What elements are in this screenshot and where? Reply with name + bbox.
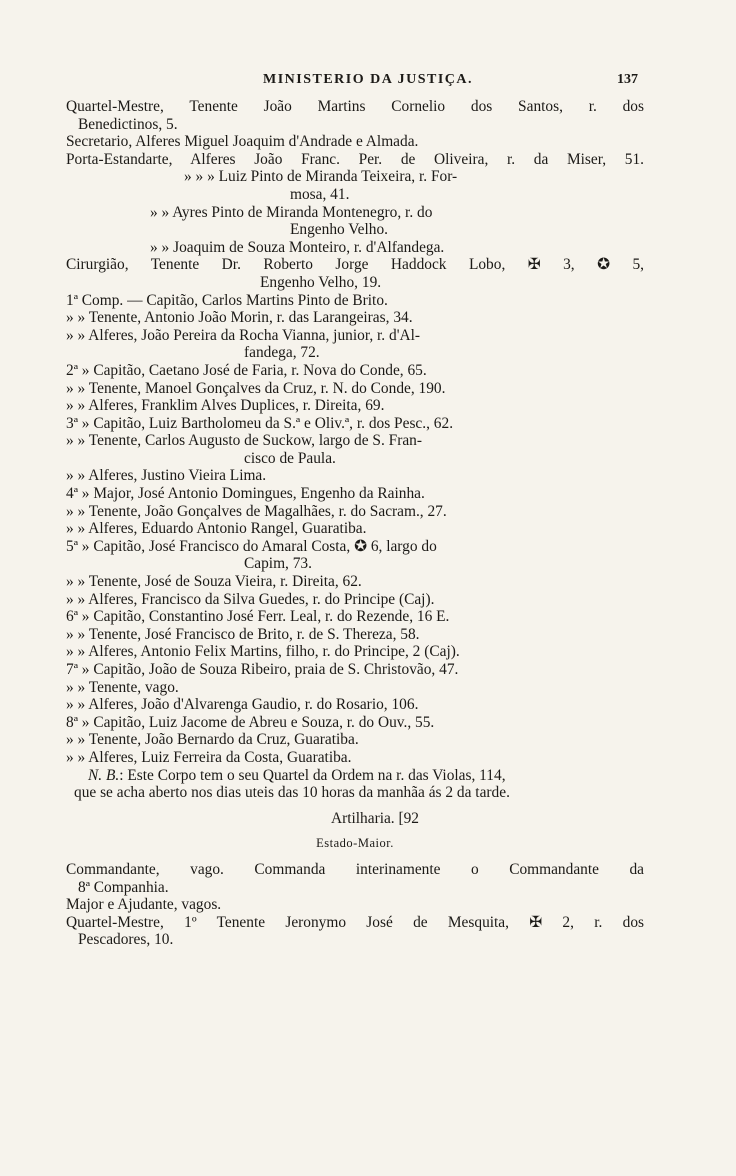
text-line: 5ª » Capitão, José Francisco do Amaral Costa, ✪ 6, largo do (66, 537, 437, 555)
note-text: : Este Corpo tem o seu Quartel da Ordem na r. das Violas, 114, (119, 766, 506, 784)
text-line: mosa, 41. (290, 185, 350, 203)
text-line: 6ª » Capitão, Constantino José Ferr. Leal, r. do Rezende, 16 E. (66, 608, 450, 626)
section-subtitle: Estado-Maior. (316, 836, 394, 851)
text-line: Capim, 73. (244, 555, 312, 573)
text-line: » » Alferes, Eduardo Antonio Rangel, Guaratiba. (66, 520, 367, 538)
text-line: fandega, 72. (244, 344, 320, 362)
text-line: Benedictinos, 5. (78, 115, 178, 133)
text-line: » » Tenente, José Francisco de Brito, r. de S. Thereza, 58. (66, 625, 420, 643)
text-line: » » Alferes, João d'Alvarenga Gaudio, r. do Rosario, 106. (66, 696, 419, 714)
text-line: 7ª » Capitão, João de Souza Ribeiro, praia de S. Christovão, 47. (66, 661, 459, 678)
text-line: » » Alferes, Justino Vieira Lima. (66, 467, 267, 485)
text-line: » » Alferes, João Pereira da Rocha Vianna, junior, r. d'Al- (66, 326, 420, 344)
text-line: Engenho Velho. (290, 221, 389, 239)
text-line: » » Joaquim de Souza Monteiro, r. d'Alfandega. (150, 238, 445, 256)
text-line: 8ª » Capitão, Luiz Jacome de Abreu e Souza, r. do Ouv., 55. (66, 713, 435, 731)
section-line: 8ª Companhia. (78, 878, 169, 896)
text-line: » » Tenente, vago. (66, 678, 179, 696)
text-line: Cirurgião, Tenente Dr. Roberto Jorge Haddock Lobo, ✠ 3, ✪ 5, (66, 256, 644, 274)
document-body (66, 98, 644, 949)
running-title: MINISTERIO DA JUSTIÇA. (263, 72, 473, 87)
text-line: » » Alferes, Antonio Felix Martins, filho, r. do Principe, 2 (Caj). (66, 643, 460, 661)
note-label: N. B. (88, 766, 120, 784)
text-line: » » Tenente, João Bernardo da Cruz, Guaratiba. (66, 731, 359, 749)
spacer (66, 827, 644, 835)
section-line: Quartel-Mestre, 1º Tenente Jeronymo José de Mesquita, ✠ 2, r. dos (66, 913, 644, 931)
note-line (66, 767, 644, 785)
section-line: Pescadores, 10. (78, 931, 174, 949)
text-line: Quartel-Mestre, Tenente João Martins Cornelio dos Santos, r. dos (66, 98, 644, 115)
text-line: » » Alferes, Luiz Ferreira da Costa, Guaratiba. (66, 748, 352, 766)
spacer (66, 853, 644, 861)
text-line: » » Alferes, Franklim Alves Duplices, r. Direita, 69. (66, 397, 385, 415)
text-line: cisco de Paula. (244, 449, 336, 467)
text-line: 4ª » Major, José Antonio Domingues, Engenho da Rainha. (66, 485, 425, 503)
note-line: que se acha aberto nos dias uteis das 10 horas da manhãa ás 2 da tarde. (74, 784, 510, 802)
text-line: » » Tenente, Antonio João Morin, r. das Larangeiras, 34. (66, 309, 413, 327)
spacer (66, 802, 644, 810)
text-line: Porta-Estandarte, Alferes João Franc. Per. de Oliveira, r. da Miser, 51. (66, 150, 644, 168)
text-line: 1ª Comp. — Capitão, Carlos Martins Pinto de Brito. (66, 291, 388, 309)
section-title: Artilharia. [92 (330, 809, 420, 827)
text-line: » » Tenente, João Gonçalves de Magalhães, r. do Sacram., 27. (66, 502, 447, 520)
section-line: Commandante, vago. Commanda interinamente o Commandante da (66, 860, 644, 878)
text-line: » » Ayres Pinto de Miranda Montenegro, r. do (150, 203, 433, 221)
text-line: 2ª » Capitão, Caetano José de Faria, r. Nova do Conde, 65. (66, 361, 427, 379)
text-line: Engenho Velho, 19. (260, 273, 382, 291)
text-line: » » » Luiz Pinto de Miranda Teixeira, r. For- (184, 168, 458, 186)
section-line: Major e Ajudante, vagos. (66, 896, 222, 914)
page-header (0, 72, 736, 94)
text-line: 3ª » Capitão, Luiz Bartholomeu da S.ª e Oliv.ª, r. dos Pesc., 62. (66, 414, 454, 432)
text-line: Secretario, Alferes Miguel Joaquim d'Andrade e Almada. (66, 133, 419, 151)
text-line: » » Alferes, Francisco da Silva Guedes, r. do Principe (Caj). (66, 590, 435, 608)
text-line: » » Tenente, Carlos Augusto de Suckow, largo de S. Fran- (66, 432, 422, 450)
text-line: » » Tenente, José de Souza Vieira, r. Direita, 62. (66, 573, 362, 591)
page-number: 137 (617, 72, 638, 87)
text-line: » » Tenente, Manoel Gonçalves da Cruz, r. N. do Conde, 190. (66, 379, 446, 397)
